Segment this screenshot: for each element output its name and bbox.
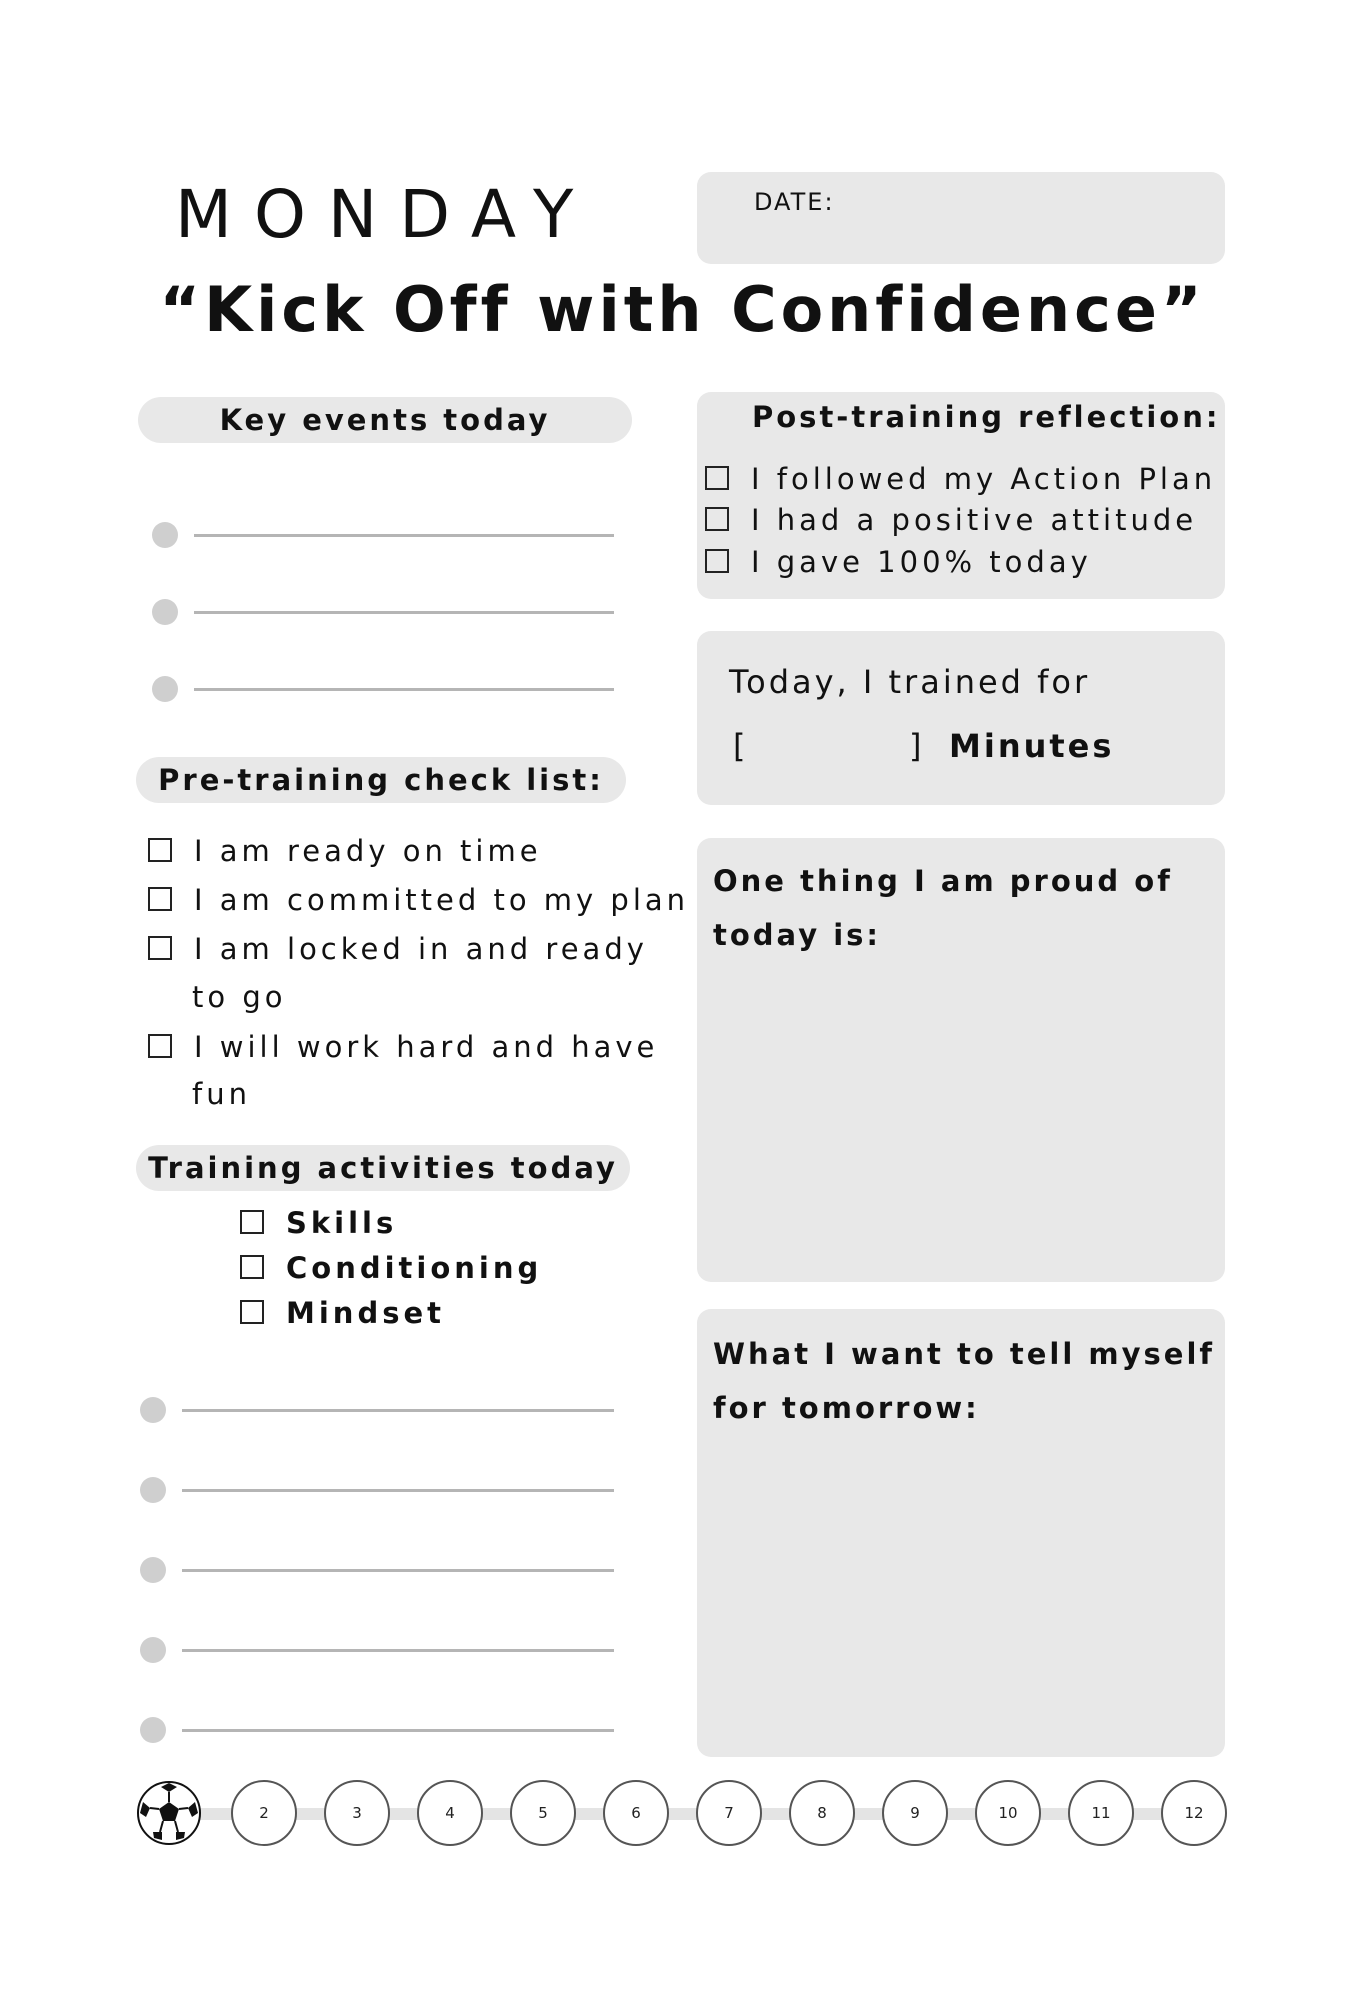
key-events-heading: Key events today — [138, 397, 632, 443]
bullet-dot-icon — [152, 676, 178, 702]
activity-skills[interactable] — [240, 1200, 397, 1246]
activity-line-3[interactable] — [140, 1557, 614, 1587]
bullet-dot-icon — [140, 1637, 166, 1663]
tomorrow-heading-line1: What I want to tell myself — [713, 1337, 1216, 1371]
motto-quote: “Kick Off with Confidence” — [159, 273, 1206, 346]
date-field[interactable] — [697, 172, 1225, 264]
pre-training-heading: Pre-training check list: — [136, 757, 626, 803]
writing-line — [182, 1409, 614, 1412]
post-check-item-1[interactable] — [705, 456, 1216, 502]
checkbox-icon[interactable] — [148, 838, 172, 862]
activity-conditioning[interactable] — [240, 1245, 542, 1291]
trained-for-panel — [697, 631, 1225, 805]
tracker-session-5[interactable]: 5 — [510, 1780, 576, 1846]
pre-check-item-2[interactable] — [148, 877, 689, 923]
activity-label: Mindset — [286, 1296, 445, 1330]
bullet-dot-icon — [140, 1397, 166, 1423]
checkbox-icon[interactable] — [705, 466, 729, 490]
checkbox-icon[interactable] — [148, 887, 172, 911]
checkbox-icon[interactable] — [705, 507, 729, 531]
writing-line — [182, 1649, 614, 1652]
writing-line — [194, 688, 614, 691]
minutes-label: Minutes — [949, 727, 1115, 765]
bullet-dot-icon — [152, 522, 178, 548]
pre-check-item-1[interactable] — [148, 828, 542, 874]
post-check-item-2[interactable] — [705, 497, 1197, 543]
activity-mindset[interactable] — [240, 1290, 445, 1336]
soccer-ball-icon[interactable] — [136, 1780, 202, 1846]
check-label: I had a positive attitude — [751, 503, 1198, 537]
tomorrow-heading-line2: for tomorrow: — [713, 1391, 980, 1425]
proud-heading-line2: today is: — [713, 918, 882, 952]
minutes-input[interactable] — [759, 723, 899, 767]
key-event-line-3[interactable] — [152, 676, 614, 706]
activity-label: Conditioning — [286, 1251, 543, 1285]
check-label-continued: fun — [192, 1077, 251, 1111]
tracker-session-7[interactable]: 7 — [696, 1780, 762, 1846]
open-bracket: [ — [733, 727, 749, 765]
tracker-session-4[interactable]: 4 — [417, 1780, 483, 1846]
bullet-dot-icon — [140, 1477, 166, 1503]
check-label: I followed my Action Plan — [751, 462, 1217, 496]
key-event-line-1[interactable] — [152, 522, 614, 552]
bullet-dot-icon — [140, 1557, 166, 1583]
checkbox-icon[interactable] — [148, 936, 172, 960]
check-label: I am ready on time — [194, 834, 542, 868]
writing-line — [182, 1569, 614, 1572]
post-training-heading: Post-training reflection: — [752, 400, 1221, 434]
date-label: DATE: — [754, 188, 835, 216]
writing-line — [194, 611, 614, 614]
tracker-session-12[interactable]: 12 — [1161, 1780, 1227, 1846]
check-label: I am locked in and ready — [194, 932, 648, 966]
close-bracket: ] — [909, 727, 925, 765]
activity-line-4[interactable] — [140, 1637, 614, 1667]
activity-line-5[interactable] — [140, 1717, 614, 1747]
tracker-session-2[interactable]: 2 — [231, 1780, 297, 1846]
bullet-dot-icon — [152, 599, 178, 625]
proud-heading-line1: One thing I am proud of — [713, 864, 1173, 898]
checkbox-icon[interactable] — [240, 1210, 264, 1234]
writing-line — [194, 534, 614, 537]
tomorrow-panel[interactable] — [697, 1309, 1225, 1757]
activity-line-2[interactable] — [140, 1477, 614, 1507]
checkbox-icon[interactable] — [240, 1300, 264, 1324]
activity-label: Skills — [286, 1206, 398, 1240]
tracker-session-9[interactable]: 9 — [882, 1780, 948, 1846]
tracker-session-10[interactable]: 10 — [975, 1780, 1041, 1846]
key-event-line-2[interactable] — [152, 599, 614, 629]
pre-check-item-4[interactable] — [148, 1024, 658, 1070]
training-activities-heading: Training activities today — [136, 1145, 630, 1191]
proud-panel[interactable] — [697, 838, 1225, 1282]
post-training-panel — [697, 392, 1225, 599]
tracker-session-11[interactable]: 11 — [1068, 1780, 1134, 1846]
pre-check-item-3[interactable] — [148, 926, 648, 972]
activity-line-1[interactable] — [140, 1397, 614, 1427]
check-label: I am committed to my plan — [194, 883, 690, 917]
bullet-dot-icon — [140, 1717, 166, 1743]
check-label-continued: to go — [192, 980, 287, 1014]
checkbox-icon[interactable] — [705, 549, 729, 573]
writing-line — [182, 1489, 614, 1492]
writing-line — [182, 1729, 614, 1732]
day-title: MONDAY — [175, 176, 596, 253]
tracker-session-6[interactable]: 6 — [603, 1780, 669, 1846]
checkbox-icon[interactable] — [148, 1034, 172, 1058]
check-label: I will work hard and have — [194, 1030, 659, 1064]
trained-for-label: Today, I trained for — [729, 663, 1091, 701]
checkbox-icon[interactable] — [240, 1255, 264, 1279]
tracker-session-3[interactable]: 3 — [324, 1780, 390, 1846]
check-label: I gave 100% today — [751, 545, 1092, 579]
tracker-session-8[interactable]: 8 — [789, 1780, 855, 1846]
post-check-item-3[interactable] — [705, 539, 1092, 585]
